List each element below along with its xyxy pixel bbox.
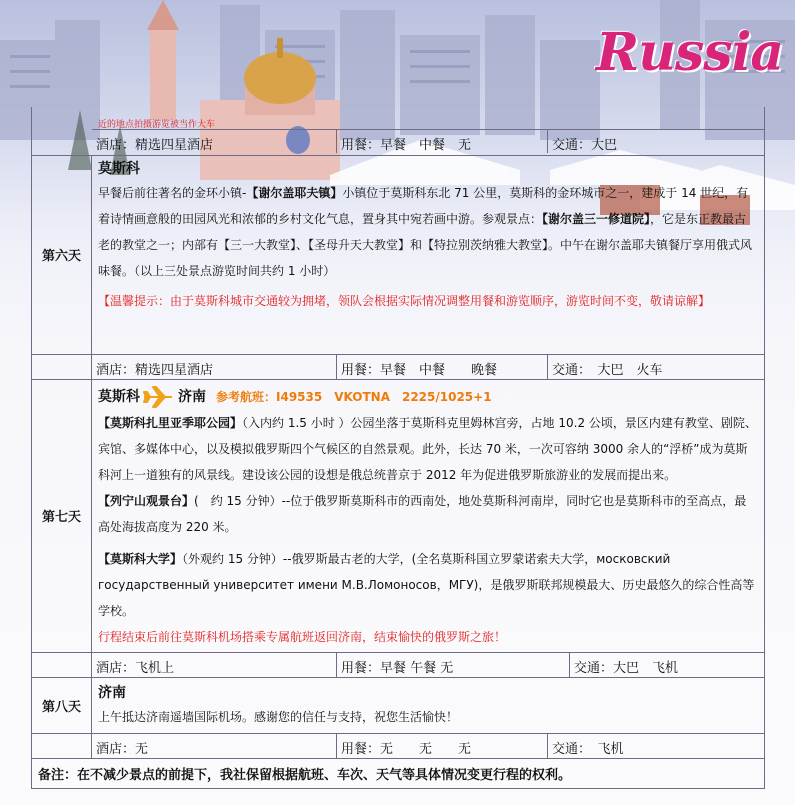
day5-transport: 交通：大巴	[552, 138, 618, 153]
day6-label: 第六天	[32, 155, 92, 354]
day7-closing: 行程结束后前往莫斯科机场搭乘专属航班返回济南，结束愉快的俄罗斯之旅！	[98, 629, 507, 644]
day7-content	[92, 379, 765, 652]
day7-sight1	[98, 410, 758, 488]
sight-title-msu: 【莫斯科大学】	[98, 551, 183, 566]
day6-hotel: 酒店：精选四星酒店	[92, 355, 337, 379]
day7-flight: 参考航班：I49535 VKOTNA 2225/1025+1	[216, 390, 492, 404]
day7-info-spacer	[32, 652, 92, 677]
itinerary-table	[31, 107, 765, 789]
day8-content	[92, 677, 765, 733]
sight-title-park: 【莫斯科扎里亚季耶公园】	[98, 415, 243, 430]
day7-info	[92, 652, 765, 677]
day8-transport: 交通： 飞机	[552, 741, 624, 757]
day7-info-row	[32, 652, 765, 677]
day8-info-cells	[92, 734, 764, 758]
sight-title-lenin-hills: 【列宁山观景台】	[98, 493, 195, 508]
day6-meals: 用餐：早餐 中餐 晚餐	[337, 355, 548, 379]
day6-text-c: 小镇位于莫斯科东北 71 公里，莫斯科的金环城市之一，建成于 14 世纪，有着诗情画意般的田园风光和浓郁的乡村文化气息，置身其中宛若画中游。参观景点：	[98, 185, 749, 226]
day6-info-spacer	[32, 354, 92, 379]
day6-text-a: 早餐后前往著名的金环小镇-	[98, 185, 247, 200]
day6-transport: 交通： 大巴 火车	[552, 362, 663, 378]
day6-sight-2: 【谢尔盖三一修道院】	[542, 211, 651, 226]
day6-info	[92, 354, 765, 379]
day8-info	[92, 733, 765, 758]
remark-cell	[32, 758, 765, 788]
day8-info-spacer	[32, 733, 92, 758]
day8-info-row	[32, 733, 765, 758]
day7-row	[32, 379, 765, 652]
sight-text-park: （入内约 1.5 小时 ）公园坐落于莫斯科克里姆林宫旁，占地 10.2 公顷，景区内建有教堂、剧院、宾馆、多媒体中心，以及模拟俄罗斯四个气候区的自然景观。此外，长达 70 米，一次可容纳 3000 余人的“浮桥”成为莫斯科河上一道独有的风景线。建设该公园的设想是俄总统普京于 2012 年为促进俄罗斯旅游业的发展而提出来。	[98, 415, 757, 482]
day6-info-row	[32, 354, 765, 379]
day5-continuation-row	[32, 107, 765, 155]
day7-info-cells	[92, 653, 764, 677]
day8-meals: 用餐：无 无 无	[337, 734, 548, 758]
day6-info-cells	[92, 355, 764, 379]
day5-hotel: 酒店：精选四星酒店	[92, 130, 337, 153]
remark-row	[32, 758, 765, 788]
day7-route	[98, 384, 758, 410]
day6-text-e: ，它是东正教最古老的教堂之一；内部有【三一大教堂】、【圣母升天大教堂】和【特拉别茨纳雅大教堂】。中午在谢尔盖耶夫镇餐厅享用俄式风味餐。（以上三处景点游览时间共约 1 小时）	[98, 211, 753, 278]
top-note: 近的地点拍摄游览被当作大车	[98, 120, 216, 130]
sight-text-lenin-hills: ( 约 15 分钟）--位于俄罗斯莫斯科市的西南处，地处莫斯科河南岸，同时它也是莫斯科市的至高点，最高处海拔高度为 220 米。	[98, 493, 747, 534]
day7-city-from: 莫斯科	[98, 388, 140, 405]
day7-meals: 用餐：早餐 午餐 无	[337, 653, 570, 677]
remark-text: 备注：在不减少景点的前提下，我社保留根据航班、车次、天气等具体情况变更行程的权利。	[38, 767, 572, 783]
day5-continuation	[32, 107, 765, 155]
day8-city: 济南	[98, 684, 126, 701]
day7-city-to: 济南	[178, 388, 206, 405]
sight-text-msu: （外观约 15 分钟）--俄罗斯最古老的大学，(全名莫斯科国立罗蒙诺索夫大学，московский государственный университет имени М.В.Ломоносов，МГУ)，是俄罗斯联邦规模最大、历史最悠久的综合性高等学校。	[98, 551, 755, 618]
day8-text: 上午抵达济南遥墙国际机场。感谢您的信任与支持，祝您生活愉快！	[98, 709, 459, 724]
day8-row	[32, 677, 765, 733]
day7-sight3	[98, 546, 758, 624]
day6-content	[92, 155, 765, 354]
day6-description	[98, 180, 758, 284]
day7-sight2	[98, 488, 758, 540]
day8-label: 第八天	[32, 677, 92, 733]
day5-info-row	[92, 129, 764, 153]
day5-meals: 用餐：早餐 中餐 无	[337, 130, 548, 153]
airplane-icon	[142, 386, 176, 408]
day7-hotel: 酒店：飞机上	[92, 653, 337, 677]
day6-city: 莫斯科	[98, 160, 140, 177]
day6-row	[32, 155, 765, 354]
day6-warning: 【温馨提示：由于莫斯科城市交通较为拥堵，领队会根据实际情况调整用餐和游览顺序，游览时间不变，敬请谅解】	[98, 293, 711, 308]
day7-label: 第七天	[32, 379, 92, 652]
day7-transport: 交通：大巴 飞机	[574, 660, 679, 676]
day6-sight-1: 【谢尔盖耶夫镇】	[246, 185, 343, 200]
day8-hotel: 酒店：无	[92, 734, 337, 758]
russia-logo: Russia	[596, 22, 784, 83]
